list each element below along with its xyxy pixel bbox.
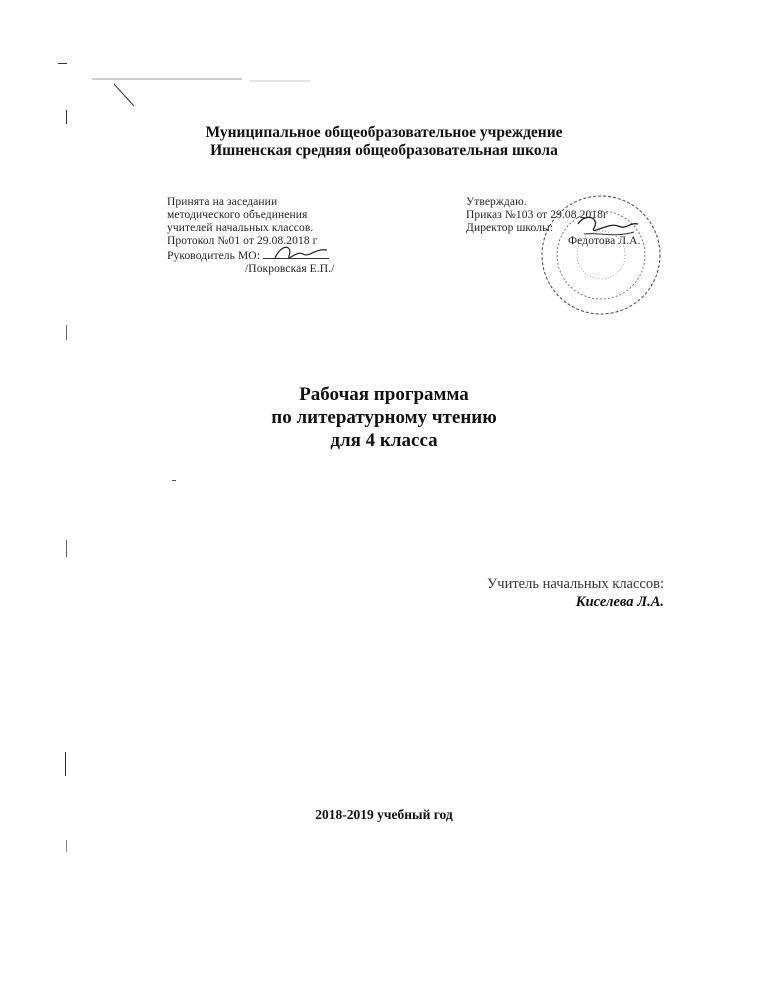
scan-dash: [172, 480, 176, 481]
approval-left-line: /Покровская Е.П./: [245, 263, 335, 275]
margin-mark: [66, 110, 67, 124]
approval-right-line: Федотова Л.А.: [568, 235, 641, 247]
official-seal: [538, 192, 664, 318]
document-title: Рабочая программа: [299, 384, 469, 405]
head-label: Руководитель МО:: [167, 250, 260, 262]
approval-right-line: Директор школы:: [466, 222, 554, 234]
teacher-role: Учитель начальных классов:: [487, 576, 664, 592]
approval-left-line: Протокол №01 от 29.08.2018 г: [167, 235, 318, 247]
approval-right-line: Приказ №103 от 29.08.2018г: [466, 209, 608, 221]
margin-mark: [66, 840, 67, 852]
header-school: Ишненская средняя общеобразовательная школа: [210, 142, 558, 159]
margin-mark: [65, 752, 66, 776]
margin-mark: [66, 540, 67, 557]
academic-year: 2018-2019 учебный год: [315, 807, 453, 822]
approval-left-line: Принята на заседании: [167, 196, 278, 208]
approval-left-line: учителей начальных классов.: [167, 222, 314, 234]
teacher-name: Киселева Л.А.: [575, 594, 664, 610]
approval-left-block: [167, 196, 397, 276]
scan-noise: [92, 78, 242, 80]
document-subject: по литературному чтению: [271, 407, 497, 428]
scan-dash: [58, 63, 67, 64]
header-institution: Муниципальное общеобразовательное учреждение: [205, 124, 563, 141]
approval-left-line: методического объединения: [167, 209, 308, 221]
scan-noise: [250, 80, 310, 82]
approval-right-line: Утверждаю.: [466, 196, 527, 208]
approval-left-head-line: [167, 248, 397, 263]
margin-mark: [66, 325, 67, 340]
scan-slash: [112, 82, 136, 108]
document-grade: для 4 класса: [330, 430, 438, 451]
signature-mark: [271, 242, 331, 264]
